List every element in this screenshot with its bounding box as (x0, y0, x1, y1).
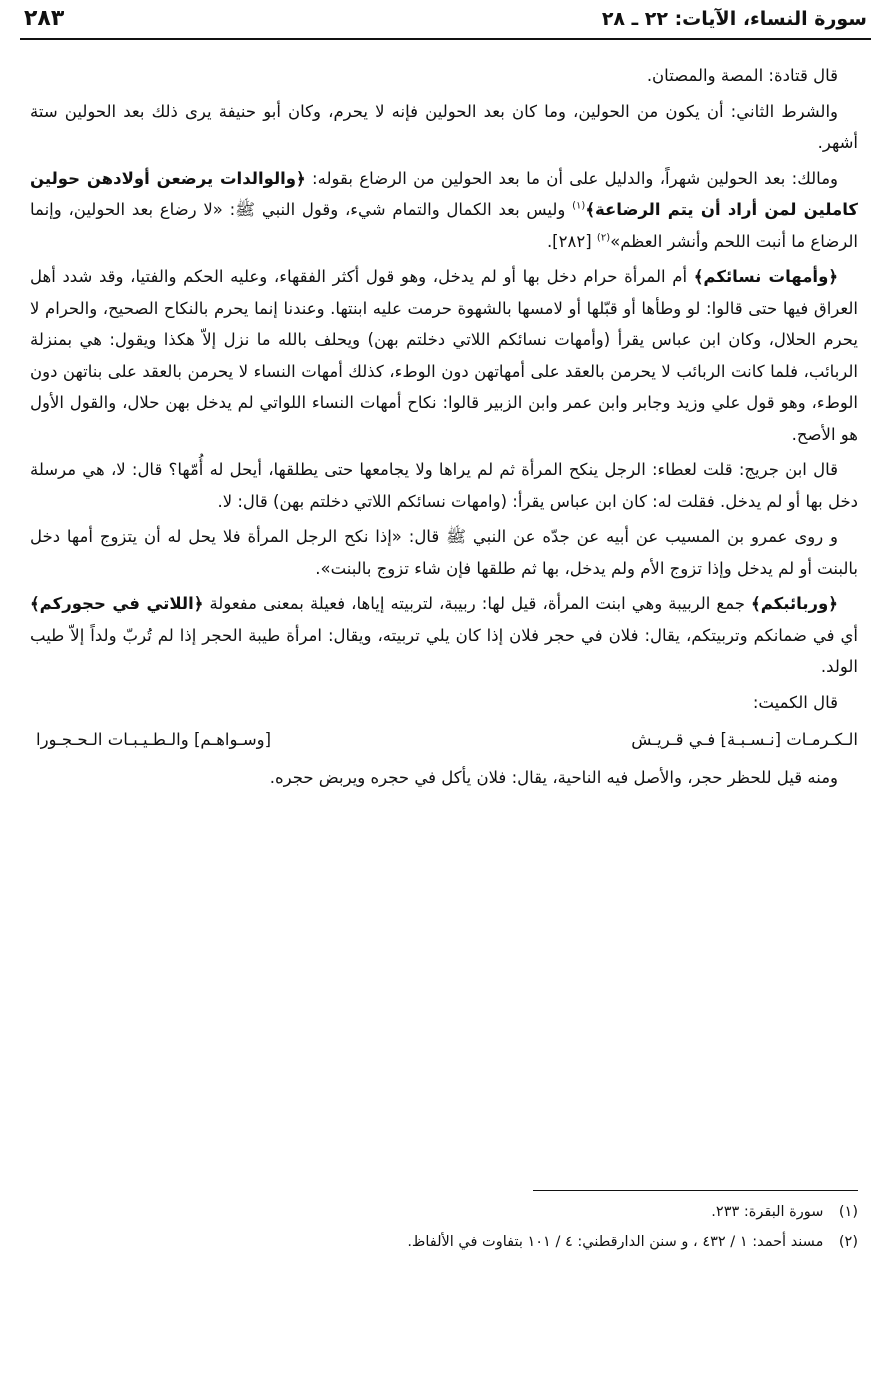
footnote-text: مسند أحمد: ١ / ٤٣٢ ، و سنن الدارقطني: ٤ / ١٠١ بتفاوت في الألفاظ. (407, 1234, 824, 1250)
footnote-text: سورة البقرة: ٢٣٣. (711, 1204, 824, 1220)
poem-hemistich-second: [وسـواهـم] والـطـيـبـات الـحـجـورا (36, 730, 272, 749)
paragraph (30, 454, 858, 517)
footnote-divider (533, 1190, 858, 1191)
paragraph-text: قال قتادة: المصة والمصتان. (646, 66, 838, 85)
poem-hemistich-first: الـكـرمـات [نـسـبـة] فـي قـريـش (631, 730, 858, 749)
footnote-ref: (١) (572, 200, 586, 212)
paragraph-text: أم المرأة حرام دخل بها أو لم يدخل، وهو قول أكثر الفقهاء، وعليه الحكم والفتيا، وقد شدد أهل العراق فيها حتى قالوا: لو وطأها أو قبّلها أو لامسها بالشهوة حرمت عليه ابنتها. وعندنا إنما يحرم بالنكاح الصحيح، والحرام لا يحرم الحلال، وكان ابن عباس يقرأ (وأمهات نسائكم اللاتي دخلتم بهن) ويحلف بالله ما نزل إلاّ هكذا ويقول: هي بمنزلة الربائب، فلما كانت الربائب لا يحرمن بالعقد على أمهاتهن دون الوطء، كذلك أمهات النساء لا يحرمن بالعقد على بناتهن دون الوطء، وهو قول علي وزيد وجابر وابن عمر وابن الزبير قالوا: نكاح أمهات النساء اللواتي لم يدخل بهن حلال، والقول الأول هو الأصح. (30, 267, 858, 444)
paragraph-text: [٢٨٢]. (546, 231, 592, 251)
paragraph (30, 588, 858, 683)
body-text (30, 60, 858, 797)
footnote-number: (١) (838, 1204, 858, 1220)
paragraph (30, 96, 858, 159)
paragraph (30, 60, 858, 92)
paragraph-text: أي في ضمانكم وتربيتكم، يقال: فلان في حجر فلان إذا كان يلي تربيته، ويقال: امرأة طيبة الحجر إذا لم تُربّ ولداً إلاّ طيب الولد. (30, 625, 858, 676)
paragraph-text: ومالك: بعد الحولين شهراً، والدليل على أن ما بعد الحولين من الرضاع بقوله: (312, 168, 838, 188)
footnote-number: (٢) (838, 1234, 858, 1250)
paragraph (30, 163, 858, 258)
page-number: ٢٨٣ (24, 6, 65, 31)
footnote (30, 1197, 858, 1227)
paragraph (30, 261, 858, 450)
paragraph-text: قال الكميت: (752, 692, 838, 712)
paragraph (30, 762, 858, 794)
quran-verse: ﴿اللاتي في حجوركم﴾ (30, 594, 204, 613)
footnote-ref: (٢) (596, 232, 611, 243)
paragraph-text: وليس بعد الكمال والتمام شيء، وقول النبي ﷺ: «لا رضاع بعد الحولين، وإنما الرضاع ما أنبت اللحم وأنشر العظم» (30, 200, 858, 251)
paragraph-text: جمع الربيبة وهي ابنت المرأة، قيل لها: ربيبة، لتربيته إياها، فعيلة بمعنى مفعولة (209, 594, 745, 613)
quran-verse: ﴿وربائبكم﴾ (751, 594, 838, 613)
paragraph-text: و روى عمرو بن المسيب عن أبيه عن جدّه عن النبي ﷺ قال: «إذا نكح الرجل المرأة فلا يحل له أن يتزوج أمها دخل بالبنت أو لم يدخل وإذا تزوج الأم ولم يدخل، بها ثم طلقها فإن شاء تزوج بالبنت». (30, 527, 858, 578)
footnotes (30, 1190, 858, 1257)
footnote (30, 1227, 858, 1257)
paragraph (30, 687, 858, 719)
paragraph-text: والشرط الثاني: أن يكون من الحولين، وما كان بعد الحولين فإنه لا يحرم، وكان أبو حنيفة يرى ذلك بعد الحولين ستة أشهر. (30, 101, 858, 152)
poem-verse (30, 724, 858, 756)
header-title: سورة النساء، الآيات: ٢٢ ـ ٢٨ (601, 8, 867, 30)
paragraph-text: قال ابن جريج: قلت لعطاء: الرجل ينكح المرأة ثم لم يراها ولا يجامعها حتى يطلقها، أيحل له أُمّها؟ قال: لا، هي مرسلة دخل بها أو لم يدخل. فقلت له: كان ابن عباس يقرأ: (وامهات نسائكم اللاتي دخلتم بهن) قال: لا. (30, 460, 858, 511)
quran-verse: ﴿والوالدات يرضعن أولادهن حولين كاملين لمن أراد أن يتم الرضاعة﴾ (30, 168, 858, 219)
paragraph (30, 521, 858, 584)
paragraph-text: ومنه قيل للحظر حجر، والأصل فيه الناحية، يقال: فلان يأكل في حجره ويربض حجره. (269, 767, 838, 787)
quran-verse: ﴿وأمهات نسائكم﴾ (693, 267, 838, 286)
running-header (20, 4, 871, 40)
